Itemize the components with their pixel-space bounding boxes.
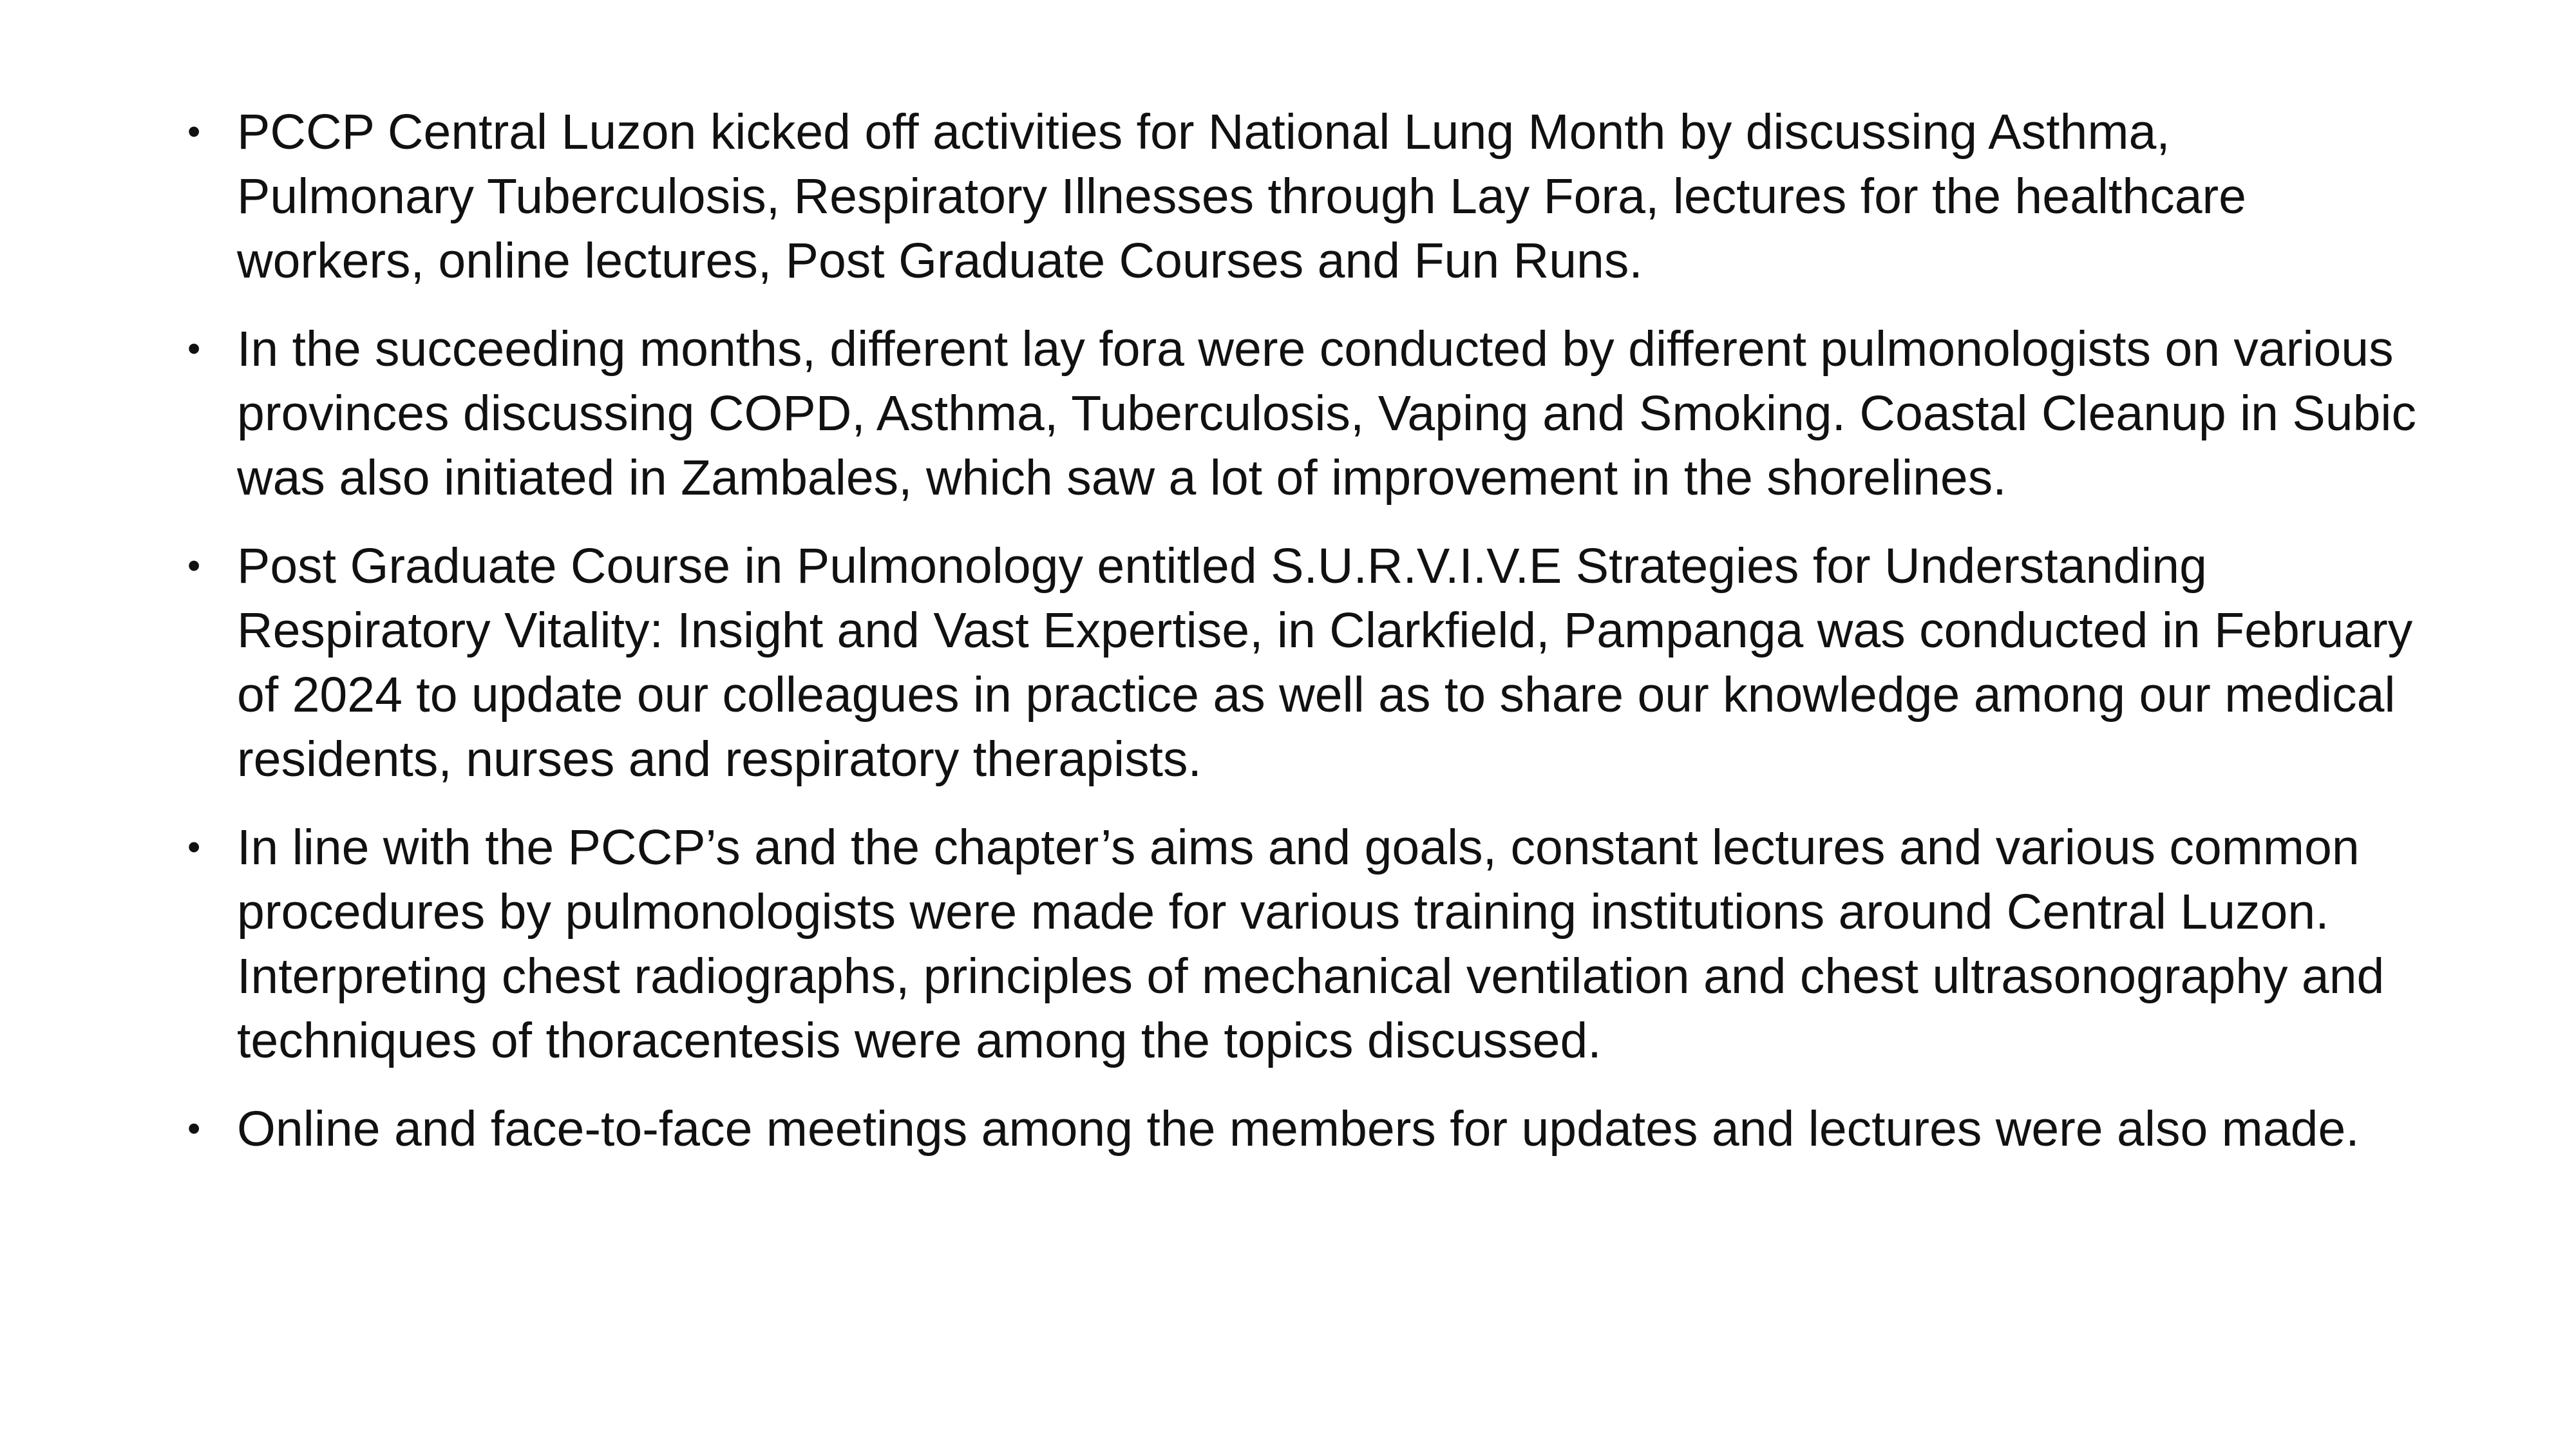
bullet-item-post-graduate-course <box>184 534 2418 791</box>
bullet-dot-icon: • <box>187 1108 201 1150</box>
bullet-text: Post Graduate Course in Pulmonology entitled S.U.R.V.I.V.E Strategies for Understanding Respiratory Vitality: Insight and Vast Expertise, in Clarkfield, Pampanga was conducted in February of 2024 to update our colleagues in practice as well as to share our knowledge among our medical residents, nurses and respiratory therapists. <box>237 538 2413 787</box>
bullet-dot-icon: • <box>187 545 201 587</box>
bullet-dot-icon: • <box>187 328 201 370</box>
bullet-dot-icon: • <box>187 111 201 153</box>
bullet-item-lay-fora <box>184 317 2418 510</box>
bullet-text: PCCP Central Luzon kicked off activities for National Lung Month by discussing Asthma, Pulmonary Tuberculosis, Respiratory Illnesses through Lay Fora, lectures for the healthcare workers, online lectures, Post Graduate Courses and Fun Runs. <box>237 104 2247 289</box>
bullet-item-lectures-procedures <box>184 815 2418 1073</box>
bullet-list <box>184 100 2418 1185</box>
bullet-item-meetings <box>184 1097 2418 1161</box>
bullet-dot-icon: • <box>187 826 201 868</box>
bullet-text: In the succeeding months, different lay fora were conducted by different pulmonologists on various provinces discussing COPD, Asthma, Tuberculosis, Vaping and Smoking. Coastal Cleanup in Subic was also initiated in Zambales, which saw a lot of improvement in the shorelines. <box>237 321 2417 506</box>
bullet-item-national-lung-month <box>184 100 2418 293</box>
bullet-text: Online and face-to-face meetings among the members for updates and lectures were also made. <box>237 1101 2360 1157</box>
bullet-text: In line with the PCCP’s and the chapter’s aims and goals, constant lectures and various common procedures by pulmonologists were made for various training institutions around Central Luzon. Interpreting chest radiographs, principles of mechanical ventilation and chest ultrasonography and techniques of thoracentesis were among the topics discussed. <box>237 820 2385 1068</box>
